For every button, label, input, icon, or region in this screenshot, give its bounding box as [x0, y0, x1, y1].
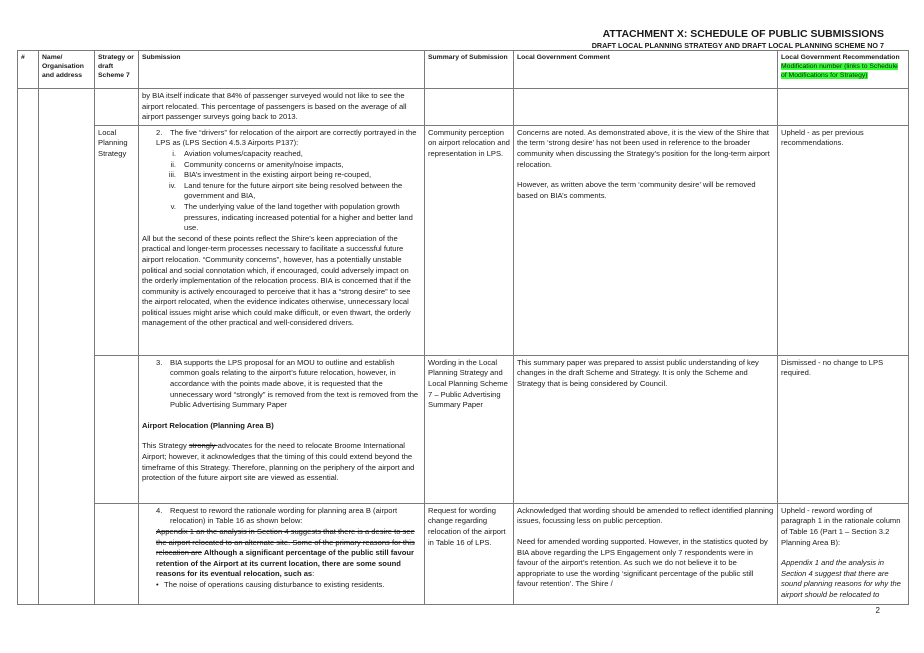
submission-text: by BIA itself indicate that 84% of passenger surveyed would not like to see the airport relocated. This percentage of passengers is based on the average of all airport passenger surveys going back to 2013.: [142, 91, 407, 122]
numbered-item: [156, 358, 421, 411]
list-text: Community concerns or amenity/noise impacts,: [184, 159, 344, 169]
strategy-cell: [95, 503, 139, 604]
comment-paragraph: However, as written above the term ‘community desire’ will be removed based on BIA’s comments.: [517, 180, 756, 200]
summary-cell: Wording in the Local Planning Strategy and Local Planning Scheme 7 – Public Advertising Summary Paper: [425, 355, 514, 503]
comment-cell: This summary paper was prepared to assist public understanding of key changes in the draft Scheme and Strategy. It is only the Scheme and Strategy that is being considered by Council.: [514, 355, 778, 503]
recommendation-header-label: Local Government Recommendation: [781, 54, 900, 61]
summary-cell: [425, 89, 514, 126]
submission-cell: [139, 89, 425, 126]
page-subtitle: DRAFT LOCAL PLANNING STRATEGY AND DRAFT LOCAL PLANNING SCHEME NO 7: [591, 41, 884, 50]
col-header-num: #: [18, 51, 39, 89]
list-item: [164, 160, 421, 171]
quote-text: advocates for the need to relocate Broome International Airport; however, it acknowledges that the timing of this could extend beyond the timeframe of this Strategy. Therefore, planning on the periphery of the airport and protection of the future airport site are viewed as essential.: [142, 441, 415, 483]
recommendation-cell: Dismissed - no change to LPS required.: [778, 355, 909, 503]
numbered-item: [156, 128, 421, 149]
item-text: The five “drivers” for relocation of the airport are correctly portrayed in the LPS as (LPS Section 4.5.3 Airports P137):: [156, 127, 417, 148]
name-cell: [39, 89, 95, 605]
recommendation-quote: Appendix 1 and the analysis in Section 4 suggest that there are sound planning reasons for why the airport should be relocated to: [781, 558, 901, 599]
proposed-wording: [156, 527, 421, 580]
summary-cell: Community perception on airport relocation and representation in LPS.: [425, 125, 514, 355]
col-header-recommendation: [778, 51, 909, 89]
table-row: [18, 89, 909, 126]
list-text: Aviation volumes/capacity reached,: [184, 148, 303, 158]
section-heading: Airport Relocation (Planning Area B): [142, 420, 274, 430]
item-number: 4.: [156, 505, 163, 515]
item-number: 3.: [156, 357, 163, 367]
recommendation-cell: Upheld - as per previous recommendations.: [778, 125, 909, 355]
page-title: ATTACHMENT X: SCHEDULE OF PUBLIC SUBMISSIONS: [602, 28, 884, 40]
list-item: [164, 181, 421, 202]
recommendation-cell: [778, 503, 909, 604]
table-row: [18, 355, 909, 503]
list-text: BIA’s investment in the existing airport being re-couped,: [184, 170, 372, 180]
col-header-summary: Summary of Submission: [425, 51, 514, 89]
list-item: [164, 202, 421, 234]
submission-cell: [139, 503, 425, 604]
col-header-strategy: Strategy or draft Scheme 7: [95, 51, 139, 89]
recommendation-text: Upheld - reword wording of paragraph 1 in the rationale column of Table 16 (Part 1 – Section 3.2 Planning Area B):: [781, 505, 901, 547]
list-item: [164, 149, 421, 160]
inserted-text: Although a significant percentage of the public still favour retention of the Airport at its current location, there are some sound reasons for its eventual relocation, such as: [156, 548, 414, 579]
comment-cell: [514, 89, 778, 126]
item-number: 2.: [156, 127, 163, 137]
table-row: [18, 503, 909, 604]
struck-text: Appendix 1 an the analysis in Section 4 suggests that there is a desire to see the airport relocated to an alternate site. Some of the primary reasons for this relocation are: [156, 526, 415, 558]
quote-text: This Strategy: [142, 441, 189, 451]
submission-cell: [139, 125, 425, 355]
strategy-cell: Local Planning Strategy: [95, 125, 139, 355]
list-text: The underlying value of the land together with population growth pressures, indicating increased potential for a higher and better land use.: [184, 201, 413, 233]
summary-cell: Request for wording change regarding relocation of the airport in Table 16 of LPS.: [425, 503, 514, 604]
numbered-item: [156, 506, 421, 527]
strategy-cell: [95, 89, 139, 126]
comment-cell: [514, 503, 778, 604]
list-item: [164, 170, 421, 181]
num-cell: [18, 89, 39, 605]
comment-paragraph: Concerns are noted. As demonstrated above, it is the view of the Shire that the term ‘strong desire’ has not been used in reference to the broader community when discussing the Strategy’s position for the long-term airport relocation.: [517, 127, 770, 169]
col-header-comment: Local Government Comment: [514, 51, 778, 89]
list-text: Land tenure for the future airport site being resolved between the government and BIA,: [184, 180, 403, 201]
submissions-table: [17, 50, 909, 605]
list-numeral: v.: [170, 201, 176, 211]
list-item: • The noise of operations causing disturbance to existing residents.: [156, 580, 421, 591]
colon: :: [312, 569, 315, 579]
col-header-submission: Submission: [139, 51, 425, 89]
quoted-paragraph: [142, 441, 421, 483]
page-number: 2: [875, 606, 880, 615]
list-numeral: i.: [172, 148, 176, 158]
submission-cell: [139, 355, 425, 503]
list-numeral: iv.: [168, 180, 176, 190]
col-header-name: Name/ Organisation and address: [39, 51, 95, 89]
comment-paragraph: Acknowledged that wording should be amended to reflect identified planning issues, focussing less on public perception.: [517, 505, 774, 526]
comment-paragraph: Need for amended wording supported. However, in the statistics quoted by BIA above regarding the LPS Engagement only 7 respondents were in favour of the airport’s retention. As such we do not believe it to be appropriate to use the wording ‘significant percentage of the public still favour retention’. The Shire /: [517, 536, 768, 589]
submission-paragraph: All but the second of these points reflect the Shire’s keen appreciation of the practical and longer-term processes necessary to facilitate a successful future airport relocation. “Community concerns”, however, has a potentially unstable political and social connotation which, if encouraged, could adversely impact on the orderly implementation of the relocation process. BIA is concerned that if the community is actively encouraged to perceive that it has a “strong desire” to see the airport relocated, when the evidence indicates otherwise, unnecessary local political issues might arise which could make difficult, or even thwart, the orderly management of the other practical and well-considered drivers.: [142, 233, 411, 328]
list-numeral: iii.: [168, 170, 176, 180]
item-text: Request to reword the rationale wording for planning area B (airport relocation) in Table 16 as shown below:: [170, 505, 398, 526]
struck-word: strongly: [188, 441, 218, 451]
modification-number-note: Modification number (links to Schedule of Modifications for Strategy): [781, 63, 898, 79]
recommendation-cell: [778, 89, 909, 126]
list-numeral: ii.: [170, 159, 176, 169]
strategy-cell: [95, 355, 139, 503]
drivers-list: [164, 149, 421, 234]
table-header-row: [18, 51, 909, 89]
table-row: [18, 125, 909, 355]
comment-cell: [514, 125, 778, 355]
item-text: BIA supports the LPS proposal for an MOU to outline and establish common goals relating to the airport’s future relocation, however, in accordance with the points made above, it is requested that the unnecessary word “strongly” is removed from the text is removed from the Public Advertising Summary Paper: [170, 357, 419, 410]
